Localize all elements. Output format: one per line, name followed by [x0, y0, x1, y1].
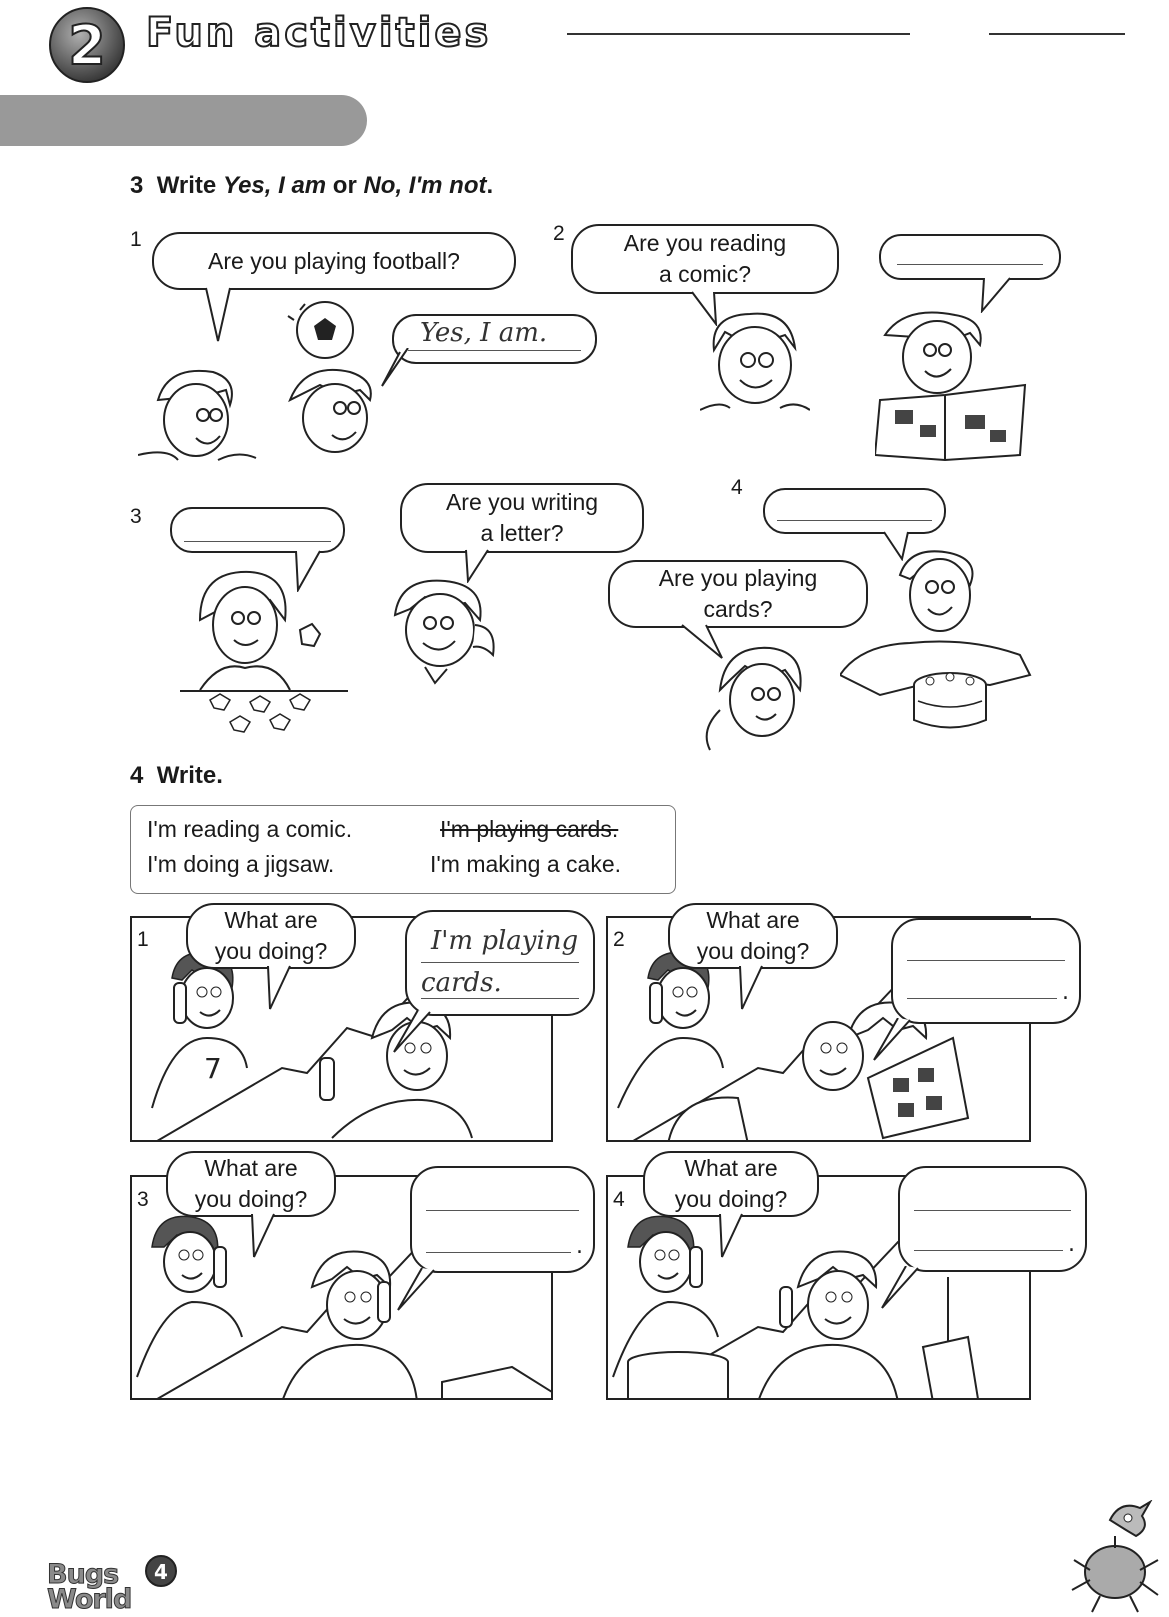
item-number: 4: [731, 476, 743, 499]
answer-bubble[interactable]: [170, 507, 345, 553]
word-box-phrase: I'm doing a jigsaw.: [147, 851, 335, 877]
answer-bubble: [405, 910, 595, 1016]
unit-title: Fun activities: [146, 10, 492, 56]
boy-with-football-illustration: [280, 300, 390, 480]
word-box: [130, 805, 676, 894]
example-answer: Yes, I am.: [420, 318, 548, 348]
section-band: [0, 95, 367, 146]
word-box-phrase-used: I'm playing cards.: [440, 816, 619, 842]
exercise-4-heading: 4 Write.: [130, 762, 223, 789]
answer-bubble[interactable]: [898, 1166, 1087, 1272]
question-bubble: What are you doing?: [668, 903, 838, 969]
svg-text:7: 7: [204, 1052, 222, 1085]
bubble-tail: [264, 965, 300, 1011]
bubble-tail: [880, 1266, 920, 1310]
answer-bubble[interactable]: [891, 918, 1081, 1024]
svg-text:2: 2: [68, 14, 106, 77]
question-bubble: Are you playing cards?: [608, 560, 868, 628]
name-line[interactable]: [567, 33, 910, 35]
boy-illustration: [700, 310, 810, 420]
full-stop: .: [1062, 980, 1069, 1005]
word-box-phrase: I'm reading a comic.: [147, 816, 353, 842]
answer-bubble[interactable]: [763, 488, 946, 534]
bubble-tail: [716, 1213, 752, 1259]
bugs-world-logo: Bugs World: [47, 1559, 132, 1615]
boy-illustration: [138, 360, 258, 480]
bubble-tail: [248, 1213, 284, 1259]
question-bubble: What are you doing?: [643, 1151, 819, 1217]
answer-bubble[interactable]: [410, 1166, 595, 1273]
panel-number: 1: [137, 928, 149, 951]
question-bubble: What are you doing?: [186, 903, 356, 969]
bubble-tail: [736, 965, 772, 1011]
bug-mascot-icon: [1070, 1500, 1160, 1615]
level-badge: [144, 1554, 178, 1588]
item-number: 2: [553, 222, 565, 245]
date-line[interactable]: [989, 33, 1125, 35]
question-bubble: What are you doing?: [166, 1151, 336, 1217]
answer-bubble[interactable]: [879, 234, 1061, 280]
girl-illustration: [385, 575, 505, 695]
item-number: 1: [130, 228, 142, 251]
panel-number: 2: [613, 928, 625, 951]
svg-text:4: 4: [154, 1560, 168, 1584]
question-bubble: Are you writing a letter?: [400, 483, 644, 553]
panel-number: 4: [613, 1188, 625, 1211]
item-number: 3: [130, 505, 142, 528]
question-bubble: Are you playing football?: [152, 232, 516, 290]
bubble-tail: [392, 1010, 432, 1054]
girl-illustration: [700, 640, 820, 760]
example-answer-line1: I'm playing: [431, 926, 579, 956]
bubble-tail: [872, 1018, 912, 1062]
answer-bubble: [392, 314, 597, 364]
full-stop: .: [576, 1234, 583, 1259]
exercise-3-heading: 3 Write Yes, I am or No, I'm not.: [130, 172, 494, 199]
boy-cake-illustration: [840, 545, 1040, 735]
full-stop: .: [1068, 1232, 1075, 1257]
question-bubble: Are you reading a comic?: [571, 224, 839, 294]
panel-number: 3: [137, 1188, 149, 1211]
bubble-tail: [200, 287, 240, 343]
word-box-phrase: I'm making a cake.: [430, 851, 622, 877]
unit-number-badge: [48, 6, 126, 84]
woman-jigsaw-illustration: [180, 560, 360, 740]
example-answer-line2: cards.: [421, 968, 502, 998]
boy-reading-illustration: [875, 305, 1035, 465]
bubble-tail: [396, 1268, 436, 1312]
